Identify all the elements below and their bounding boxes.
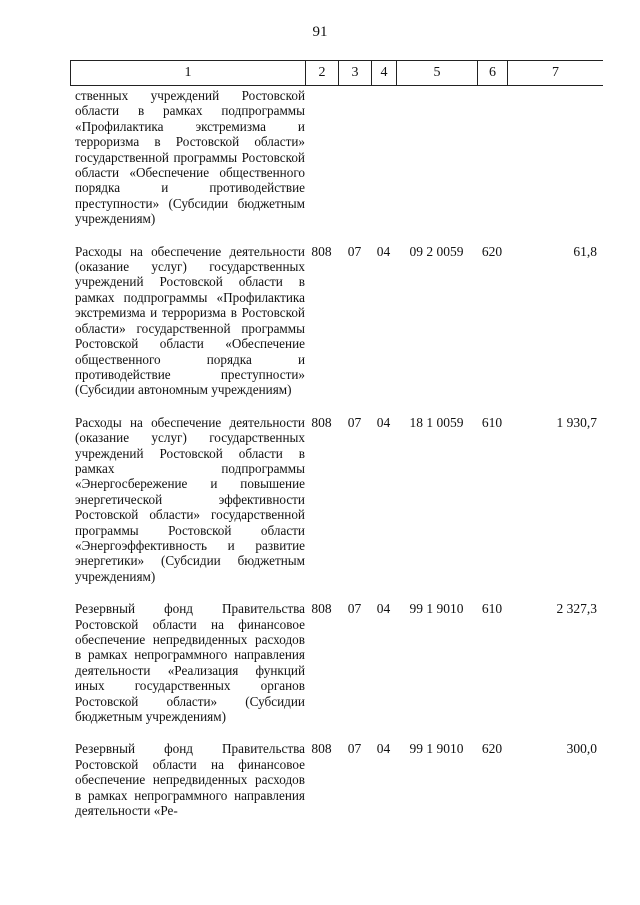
row-col-3: 07: [347, 601, 362, 617]
table-row: [70, 244, 603, 398]
row-col-2: [305, 88, 338, 227]
table-row: [70, 601, 603, 724]
row-col-4: 04: [376, 414, 391, 430]
row-description: ственных учреждений Ростовской области в рамках подпрограммы «Профилактика экстремизма и терроризма в Ростовской области» государственной программы Ростовской области «Обеспечение общественного порядка и противодействие преступности» (Субсидии бюджетным учреждениям): [75, 88, 305, 227]
row-col-5: 09 2 0059: [409, 243, 464, 259]
row-col-6: 620: [481, 243, 503, 259]
row-description: Резервный фонд Правительства Ростовской области на финансовое обеспечение непредвиденных расходов в рамках непрограммного направления деятельности «Реализация функций иных государственных органов Ростовской области» (Субсидии бюджетным учреждениям): [75, 601, 305, 725]
row-col-2: 808: [311, 414, 332, 430]
table-row: [70, 741, 603, 818]
row-col-4: 04: [376, 601, 391, 617]
row-col-5: 99 1 9010: [409, 601, 464, 617]
row-col-4: [371, 88, 396, 227]
row-col-7: 2 327,3: [556, 601, 597, 617]
header-col-6: 6: [477, 61, 507, 85]
header-col-4: 4: [371, 61, 396, 85]
row-col-3: [338, 88, 371, 227]
table-row: [70, 88, 603, 227]
row-col-4: 04: [376, 741, 391, 757]
table-header: [70, 60, 603, 86]
row-col-7: 61,8: [573, 243, 597, 259]
row-col-6: 610: [481, 601, 503, 617]
row-col-2: 808: [311, 601, 332, 617]
row-description: Резервный фонд Правительства Ростовской области на финансовое обеспечение непредвиденных расходов в рамках непрограммного направления деятельности «Ре-: [75, 741, 305, 819]
row-col-2: 808: [311, 243, 332, 259]
table-body: [70, 84, 603, 835]
header-col-1: 1: [70, 61, 305, 85]
header-col-3: 3: [338, 61, 371, 85]
row-col-7: [507, 88, 603, 227]
header-col-2: 2: [305, 61, 338, 85]
row-col-3: 07: [347, 741, 362, 757]
row-col-7: 1 930,7: [556, 414, 597, 430]
row-col-5: 18 1 0059: [409, 414, 464, 430]
header-col-7: 7: [507, 61, 603, 85]
row-col-5: 99 1 9010: [409, 741, 464, 757]
page-number: 91: [312, 24, 328, 40]
row-col-3: 07: [347, 243, 362, 259]
row-col-2: 808: [311, 741, 332, 757]
row-col-7: 300,0: [566, 741, 597, 757]
row-col-6: 610: [481, 414, 503, 430]
row-col-4: 04: [376, 243, 391, 259]
table-row: [70, 415, 603, 584]
row-description: Расходы на обеспечение деятельности (оказание услуг) государственных учреждений Ростовской области в рамках подпрограммы «Энергосбережение и повышение энергетической эффективности Ростовской области» государственной программы Ростовской области «Энергоэффективность и развитие энергетики» (Субсидии бюджетным учреждениям): [75, 414, 305, 584]
header-col-5: 5: [396, 61, 477, 85]
row-col-5: [396, 88, 477, 227]
row-col-6: 620: [481, 741, 503, 757]
row-col-3: 07: [347, 414, 362, 430]
row-description: Расходы на обеспечение деятельности (оказание услуг) государственных учреждений Ростовской области в рамках подпрограммы «Профилактика экстремизма и терроризма в Ростовской области» государственной программы Ростовской области «Обеспечение общественного порядка и противодействие преступности» (Субсидии автономным учреждениям): [75, 243, 305, 398]
row-col-6: [477, 88, 507, 227]
